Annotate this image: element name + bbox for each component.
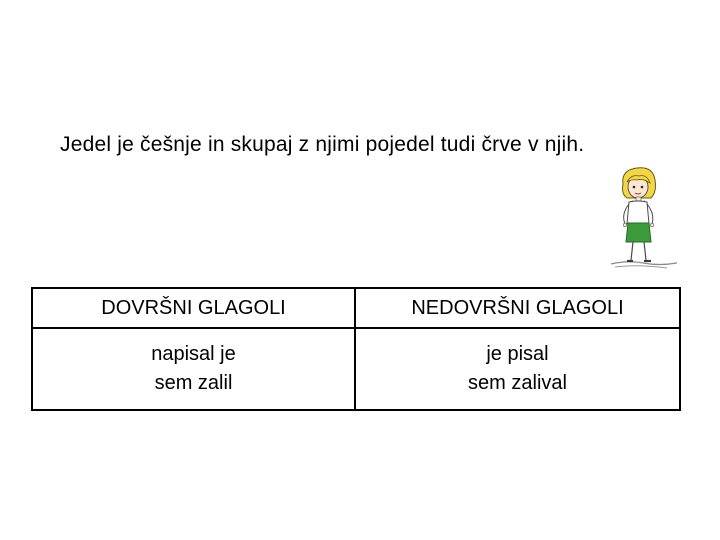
- imperfective-example-1: je pisal: [486, 343, 549, 365]
- perfective-cell: [32, 328, 355, 410]
- header-perfective: DOVRŠNI GLAGOLI: [32, 288, 355, 328]
- perfective-example-2: sem zalil: [154, 372, 233, 394]
- cartoon-girl-icon: [607, 166, 679, 272]
- table-header-row: [32, 288, 680, 328]
- table-row: [32, 328, 680, 410]
- imperfective-example-2: sem zalival: [468, 372, 567, 394]
- header-imperfective: NEDOVRŠNI GLAGOLI: [355, 288, 680, 328]
- verb-table: [31, 287, 681, 411]
- example-sentence: Jedel je češnje in skupaj z njimi pojedel tudi črve v njih.: [60, 133, 585, 156]
- perfective-example-1: napisal je: [151, 343, 236, 365]
- imperfective-cell: [355, 328, 680, 410]
